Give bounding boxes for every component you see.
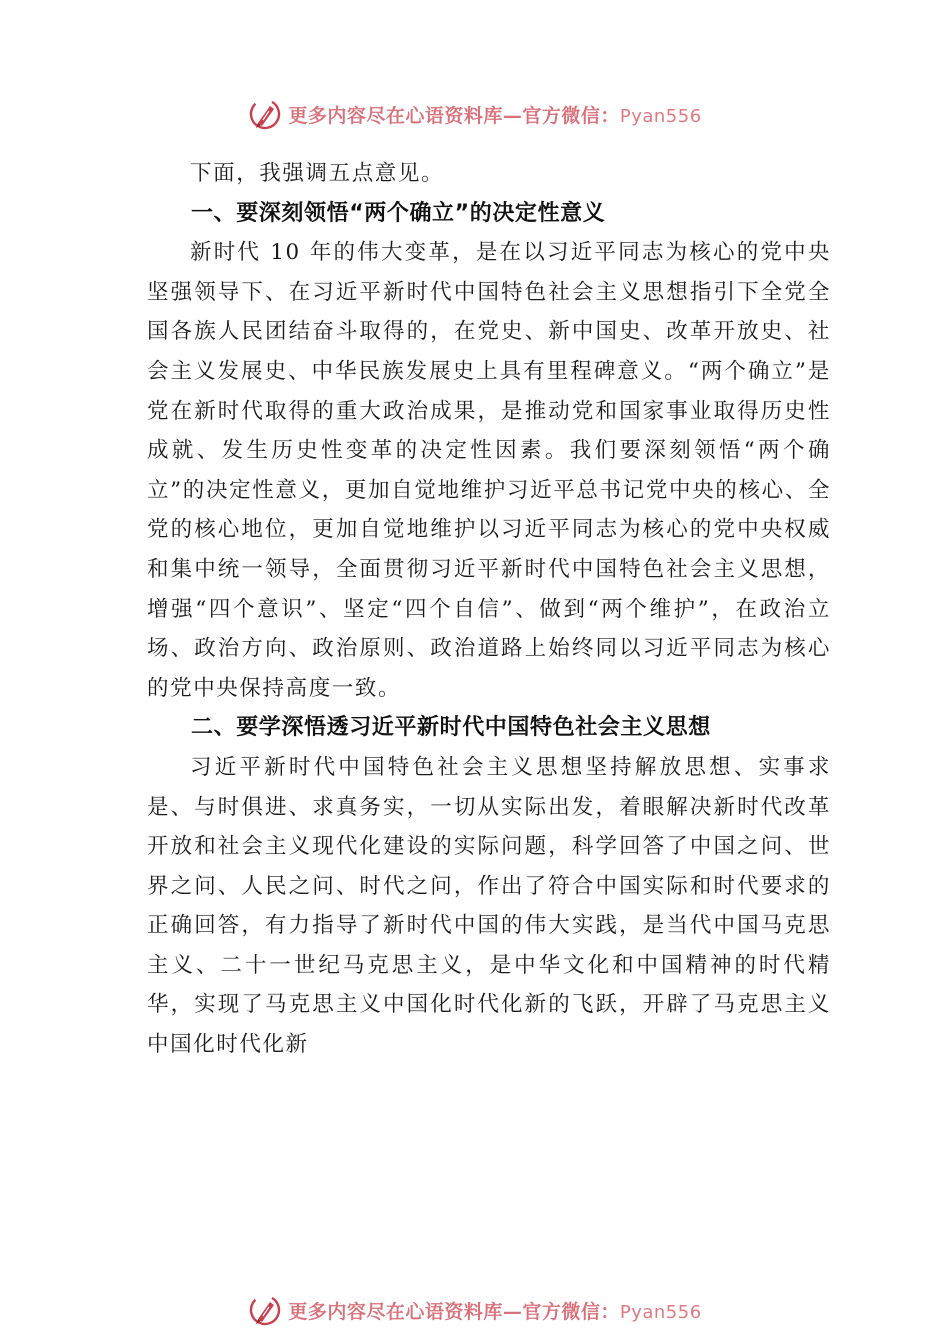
document-body [147,154,831,1065]
body-paragraph-2: 习近平新时代中国特色社会主义思想坚持解放思想、实事求是、与时俱进、求真务实，一切从实际出发，着眼解决新时代改革开放和社会主义现代化建设的实际问题，科学回答了中国之问、世界之问、人民之问、时代之问，作出了符合中国实际和时代要求的正确回答，有力指导了新时代中国的伟大实践，是当代中国马克思主义、二十一世纪马克思主义，是中华文化和中国精神的时代精华，实现了马克思主义中国化时代化新的飞跃，开辟了马克思主义中国化时代化新 [147,754,831,1058]
section-heading-2: 二、要学深悟透习近平新时代中国特色社会主义思想 [191,715,711,741]
section-heading-1: 一、要深刻领悟“两个确立”的决定性意义 [191,200,606,226]
body-paragraph-1: 新时代 10 年的伟大变革，是在以习近平同志为核心的党中央坚强领导下、在习近平新时代中国特色社会主义思想指引下全党全国各族人民团结奋斗取得的，在党史、新中国史、改革开放史、社会主义发展史、中华民族发展史上具有里程碑意义。“两个确立”是党在新时代取得的重大政治成果，是推动党和国家事业取得历史性成就、发生历史性变革的决定性因素。我们要深刻领悟“两个确立”的决定性意义，更加自觉地维护习近平总书记党中央的核心、全党的核心地位，更加自觉地维护以习近平同志为核心的党中央权威和集中统一领导，全面贯彻习近平新时代中国特色社会主义思想，增强“四个意识”、坚定“四个自信”、做到“两个维护”，在政治立场、政治方向、政治原则、政治道路上始终同以习近平同志为核心的党中央保持高度一致。 [147,240,831,701]
pen-nib-logo-icon [248,1293,282,1327]
intro-paragraph: 下面，我强调五点意见。 [190,161,445,186]
footer-banner [0,1290,950,1330]
banner-text: 更多内容尽在心语资料库—官方微信：Pyan556 [288,1300,702,1323]
header-banner [0,94,950,134]
banner-text: 更多内容尽在心语资料库—官方微信：Pyan556 [288,104,702,127]
pen-nib-logo-icon [248,97,282,131]
